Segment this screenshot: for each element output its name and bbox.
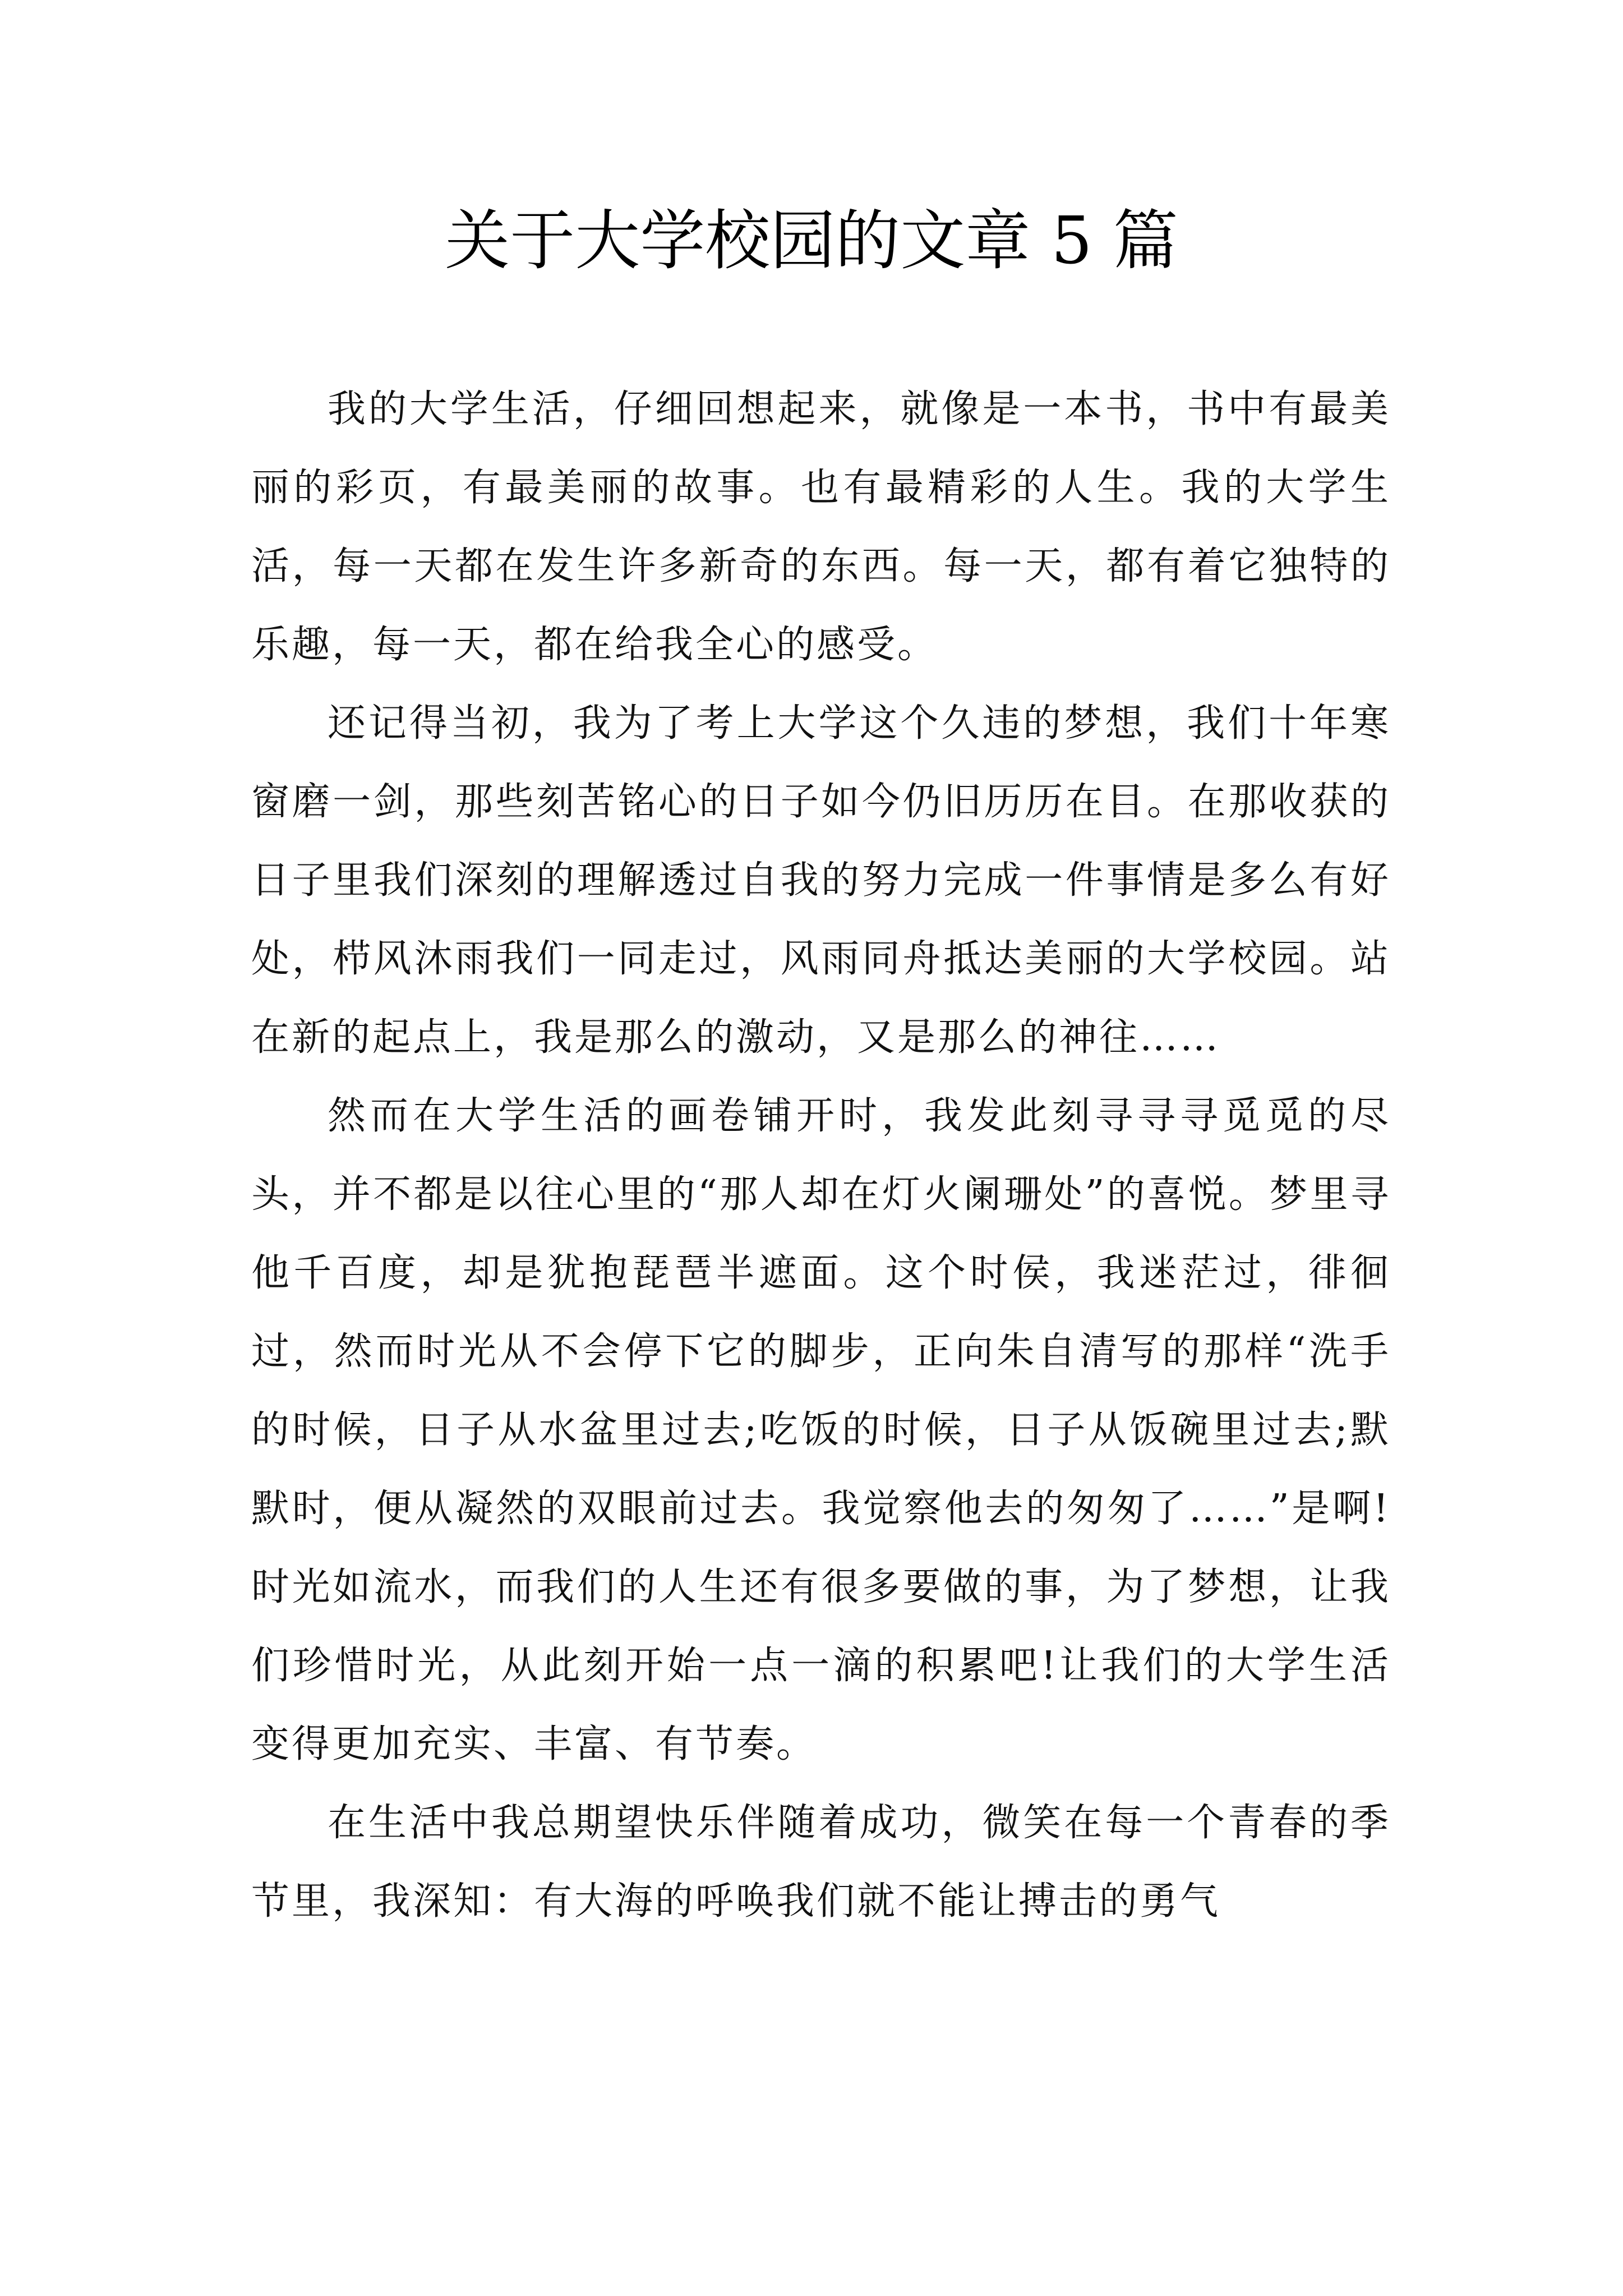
paragraph: 然而在大学生活的画卷铺开时，我发此刻寻寻寻觅觅的尽头，并不都是以往心里的“那人却在灯火阑珊处”的喜悦。梦里寻他千百度，却是犹抱琵琶半遮面。这个时侯，我迷茫过，徘徊过，然而时光从不会停下它的脚步，正向朱自清写的那样“洗手的时候，日子从水盆里过去;吃饭的时候，日子从饭碗里过去;默默时，便从凝然的双眼前过去。我觉察他去的匆匆了……”是啊!时光如流水，而我们的人生还有很多要做的事，为了梦想，让我们珍惜时光，从此刻开始一点一滴的积累吧!让我们的大学生活变得更加充实、丰富、有节奏。	[251, 1094, 1391, 1766]
document-body	[251, 370, 1391, 1941]
document-title: 关于大学校园的文章 5 篇	[445, 203, 1178, 279]
paragraph: 还记得当初，我为了考上大学这个久违的梦想，我们十年寒窗磨一剑，那些刻苦铭心的日子如今仍旧历历在目。在那收获的日子里我们深刻的理解透过自我的努力完成一件事情是多么有好处，栉风沐雨我们一同走过，风雨同舟抵达美丽的大学校园。站在新的起点上，我是那么的激动，又是那么的神往……	[251, 701, 1391, 1060]
paragraph: 我的大学生活，仔细回想起来，就像是一本书，书中有最美丽的彩页，有最美丽的故事。也有最精彩的人生。我的大学生活，每一天都在发生许多新奇的东西。每一天，都有着它独特的乐趣，每一天，都在给我全心的感受。	[251, 387, 1391, 667]
paragraph: 在生活中我总期望快乐伴随着成功，微笑在每一个青春的季节里，我深知：有大海的呼唤我们就不能让搏击的勇气	[251, 1801, 1391, 1924]
